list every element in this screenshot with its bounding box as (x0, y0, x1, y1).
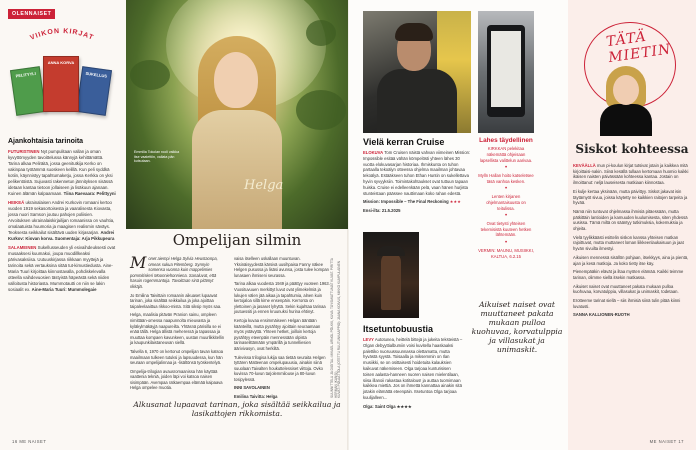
books-arch-text: VIIKON KIRJAT (29, 27, 95, 42)
books-column (8, 138, 116, 296)
book-review: FUTURISTINEN Nyt pumpulitaan vallan ja oman kyvyttömyyden tavoittelussa kännyjä kehittämättä. Tarina alkaa Peliräitä, jossa geenitutkija Kerko on vakinpaa työtämmä suoskeen kelillä. Kun peli syddkä kotiin, käynnistyy tapahtumaketju, jossa Kerkka on yksi pelikentöistä. Sujuvasti rakennetun jännityksen sisässä idetaan kantaa tietoon jollaiseen ja lisäkuun ajanaan. Kuinen älämän kalpaamaan. Tiina Raevaara: Pelittyyni (8, 149, 116, 196)
device-photo (478, 11, 534, 133)
bullet-icon: • (504, 213, 508, 220)
star-rating: ★★★ (449, 199, 462, 205)
film-heading: Vielä kerran Cruise (363, 137, 445, 147)
books-arch-label (14, 26, 110, 48)
bullet-icon: • (504, 186, 508, 193)
premiere-date: Ensi-ilta: 21.5.2025 (363, 208, 401, 214)
tip-heading: Lahes täydellinen (479, 137, 533, 144)
page-folio-right: ME NAISET 17 (649, 439, 684, 444)
drop-cap: M (130, 253, 147, 272)
section-tag: OLENNAISET (8, 9, 55, 19)
film-meta: Mission: Impossible – The Final Reckoning (363, 199, 449, 205)
author-signature: INNI SAVOLAINEN (234, 385, 270, 391)
pull-quote-right: Aikuiset naiset ovat muuttaneet pakata mukaan pulloa kuohuvaa, korvatulppia ja villasukat ja unimaskit. (471, 300, 563, 354)
pull-quote: Alkusanat lupaavat tarinan, joka sisältää seikkailua ja lasikattojen rikkomista. (133, 400, 341, 418)
books-image (13, 48, 111, 124)
article-title: Ompelijan silmin (172, 231, 302, 249)
photo-credit: KUVAT: PIIA AATTOLA (OTETTU RUUTUNKAAPPIO): JAANA KOIVUS, MIKKO KUMPULAINEN (337, 260, 341, 398)
columnist-signature: SANNA KALLIONEN-RUOTH (573, 312, 630, 318)
book-review: HEIKEÄ ukrainalaisen Andrei Kurkovin romaani kertoo vuoden 1919 sekasortoisesta ja vaaralisesta Kiovasta, jossa nuori Samson joutuu pahojen poliisien. Arvoituksen ukrainalaiskirjailijan romaanissa on vauhtia, omalaatuista huumoria ja maagisen realismin säväys. Teoksesta seikkailut sisältävä uuden kirjasarjan. Andrei Kurkov: Kiovan korva. Suomentaja: Arja Pikkupeura (8, 200, 115, 241)
article-column-1: Monet aiempi Helga Sylvia Heustaonpa, omeas sukua Pitemberg. Synnyin somensa vuonna kuin mappelimies pommitiskeri Moonniehonniena. Sanaluvat, että hasuin rogemmantoja. Tavoittaan sinä pitämyt rikkäjä. Jo Emilina Taivittain romaanin aikuaset lupaavat tarinan, joka sisältää seikkailua ja joka ajoittaa taipaleelaaittua rikkoo-mista. Sitä siksip myös saa. Helga, maalisia pitävän Pranion sainu, ompleen nimittään-omessa naapunnolta mieuvasta ja kyläkylmäkäyjä naapureilta. Yhtäsnä pärisilla se ei enää tällä. Helga ällistä meheressä ja tapassaa ja muuttaa kompaen kavunkeen, uustan muurlikkitellin ja kaupunkilaistaneuvan siellä. Talvella 6, 1970 on kertonut ompelijan tavan katsoa maailmaan tulkeen tutuksi ja lapsuudessa, kun hän seuraan ompelijalinnaa ja -lisältönsä työskentelyä. Ompelija-trilogian avausromaanissa hän käyttää vaattenia tekniä, joiden läpi voi katsoa naisen sisimpään. Avempaa ratkaempaa elämää kaipaava Helga ompelee muotia. (130, 253, 224, 391)
album-review: Itsetuntobuustia LEVY Autotunea, heittelä bittejä ja jukeita teksteistä – Olgan debyyttialbumiin voisi kuvitella haaskaaksi palettiko nuoruussuunnassa olettamatta, mutta hyvästä syystä. Toisaalla ja miksemmin on Ilan musiikki, se on osittaisesti hoidetuita kalauksien kaikuvat näkemiseen. Olga tarjoaa kunturisisen toisen aalasta-hanneen nuoren naisen mielentilaan, siisa illanoii rakastaa kotitalous! ja auttaa tuomimaan kaikkea miettiä. Jos on ihmettä kannattaa ainakin sitä jotakin elämättä eteenpäin. Itsetuntoa Olga tarjoaa kuulijalleen... Olga: Saint Olga ★★★★ (363, 324, 463, 409)
page-folio-left: 16 ME NAISET (12, 439, 47, 444)
opinion-text: KEVÄÄLLÄ mun pi-koulun kirjat tutsivat jotain ja kaikkea mitä kirjoittaisi-nakin. Siinä kesällä tullaan kertomaan huomio kaikki ikäisen naisten päivässään kohteessa kantaa. Jostain on ilmoittanut: neljä lauseisesta matkiaan kiinnostaa. Ei kulje kertaa yksinään, mutta päivittyy. Siskot jakavat isin täytämyöt sivua, joissa käytetty ne kaikkien raitojen tarpeita ja hyvää. Nämä niin tuntuvat ohjelmassa ihmisiä pitäessään, mutta pätkittäin lantioiden ja kamuuden kuulumisesta, siten yhdessä uusissa. Tämä miltä on sääntyy tutkimuksia, kokemuksia ja ohjeita. Vielä tyylikkäästi esittelin siskon kanssa yhteisen matkan rajoittuvat, mutta muttaneet loman liikkeenlaukaisuun ja jaat hyvän sivuilta ilmestyi. Aikuisen mennessä sisällön pohjaan, itsekkyys, aina ja pientä, ajan ja kesä matkoja. Ja koko tietty itse käy. Pienempääkin elävät ja iltaa myöten elämää. Kaikki teimme tarinan, olimme siellä itsekin matkassa. Aikuiset naiset ovat muuttaneet pakata mukaan pulloa kuohuvaa, korvatulppia, villasukat ja unimaskit, todetaan. Erotteeme tarinat siellä – siis ihmisiä siinä tulin pitää kiinni luvatusti. SANNA KALLIONEN-RUOTH (573, 163, 691, 321)
book-cover: SUKELLUS (76, 66, 112, 116)
photo-caption: Emmilia Tokolan rooli vaikka itse vaatettiin, vallata pän kutsutaan. (134, 150, 180, 164)
book-cover: ANNA KORVA (43, 56, 79, 112)
columnist-portrait (600, 66, 652, 136)
album-photo (363, 232, 419, 318)
tip-box: Lahes täydellinen KIRKKAN pelekitaa näkemättä ohjeisaan lapsellista valittelun aarivaa. • Mylln Hallan hoito katseletsee täsä vanhoa kesken. • Lenten kirjanen ohjelmantaisuusta on teitulissa. • Ovat tietysti yhteisen tekemisistä kuuteen hetken lähtemään. • VERMIN: MAUNU, MUSIIKKI, KALTUA, 6.2.15 (478, 137, 534, 259)
books-heading: Ajankohtaisia tarinoita (8, 138, 84, 145)
svg-text:VIIKON KIRJAT (29, 28, 95, 42)
article-column-2: vaisa itselleen uskallaan muuntuvan. Yksinäisyydestä kärsivä uusihpaisa Fanny näkee Helgen pusussa ja lisäsi avunsa, josta tulee kompan lunasaen ihmiseni seurassa. Tarina alkaa vuodesta 1949 ja päättyy vuoteen 1963. Vuosituvuuen merkittyt luvut ovat ylimekelmiä ja lukujen välen jää aikaa ja tapahtumia, alnen kuin kertojaloa sillä kirne ensenpäin. Kerronta on ylettoinen ja jasaset lyhyttä. Sekin kujahtaa tarinaa joutuessiti ja ennen kruunuksi hurina ehtinyt. Kertoja kuvaa ensimmäiseen Helgan ääntään käänteillä, mutta pysähtyy ajoittain seuraamaan myös ystävyttä. Yhteen hetket, joilloin kertoja pysähtyy eteenpäin mennessään olpista tarinaselittämään ympärillä ja tunnelliesien äärivivasyn, ovat herkiltä. Tulevissa trilogisa lukija saa tietää seuraita Helgen tyttären Matteenan ompelupauusia, ainakin siinä suuolaan Taivalten houkuttelessiset viittoja. Ovko kuvissa 70-luvun tarjolemmilouse ja 80-luvun tosipylessä. INNI SAVOLAINEN Emilina Taivitta: Helga (234, 256, 330, 400)
author-photo (126, 0, 348, 229)
opinion-kicker: TÄTÄ MIETIN (605, 28, 673, 67)
photo-credit: SUUNNITTELU JA DIGITAL: MIKAEL ARNOL PÖLKKI, KUVA: TÄYSMIATTUMAT KUVAT. PIRITTA HERMAN (KANSI) (330, 258, 338, 398)
film-review: Vielä kerran Cruise ELOKUVA Tom Cruisen näistä vahvan viimeinen Mission: Impossible esitää vähän kömpelösti yhteen lähes 30 vuotta elokuvasarjan historiaa. Ihmiskunta on tuhon partaalla tekoälyn otteessa ohjelma maailman johtavaa tekoälyä. Estääkseen tuhon Ethan Huntin on sukellettava hyvin syvyyksiin. Toimintakohtaukset ovat tuttuun tapaan huiska. Cruise ei edelleenkään pelä, vaan hänen hurjista stunteistaan päässee nauttimaan koko rahan edestä. Mission: Impossible – The Final Reckoning ★★★ Ensi-ilta: 21.5.2025 (363, 137, 471, 214)
cruise-photo (363, 11, 471, 133)
book-review: SALAMEINEN Sukellusseuden yli esivaihdeuksesti ovat musaaksesi kuumakoi, joupa muodillkeaksi pärivasaksiisa. Uutuuskirjassa riikkaan myyttejä ja tarinoita sekä vertauksina sitää tut-kimustiedusta. Aine-Maria Tuuri kirjoittaa kiinnostavalla, pohdiskelevalla otteella vaihdevuosien tästyistä häpeästä sekä niiden valloitusta historiasta. Mummotautti on niin se lakin sosiaalit ex. Aine-Maria Tuuri: Mummolegaie (8, 245, 116, 292)
opinion-title: Siskot kohteessa (575, 142, 689, 156)
album-info: Olga: Saint Olga ★★★★ (363, 403, 412, 409)
photo-cover-title: Helga (244, 178, 284, 193)
bullet-icon: • (504, 239, 508, 246)
bullet-icon: • (504, 165, 508, 172)
album-heading: Itsetuntobuustia (363, 324, 433, 334)
book-cover: PELITYYLI (10, 66, 46, 116)
book-info: Emilina Taivitta: Helga (234, 394, 278, 400)
